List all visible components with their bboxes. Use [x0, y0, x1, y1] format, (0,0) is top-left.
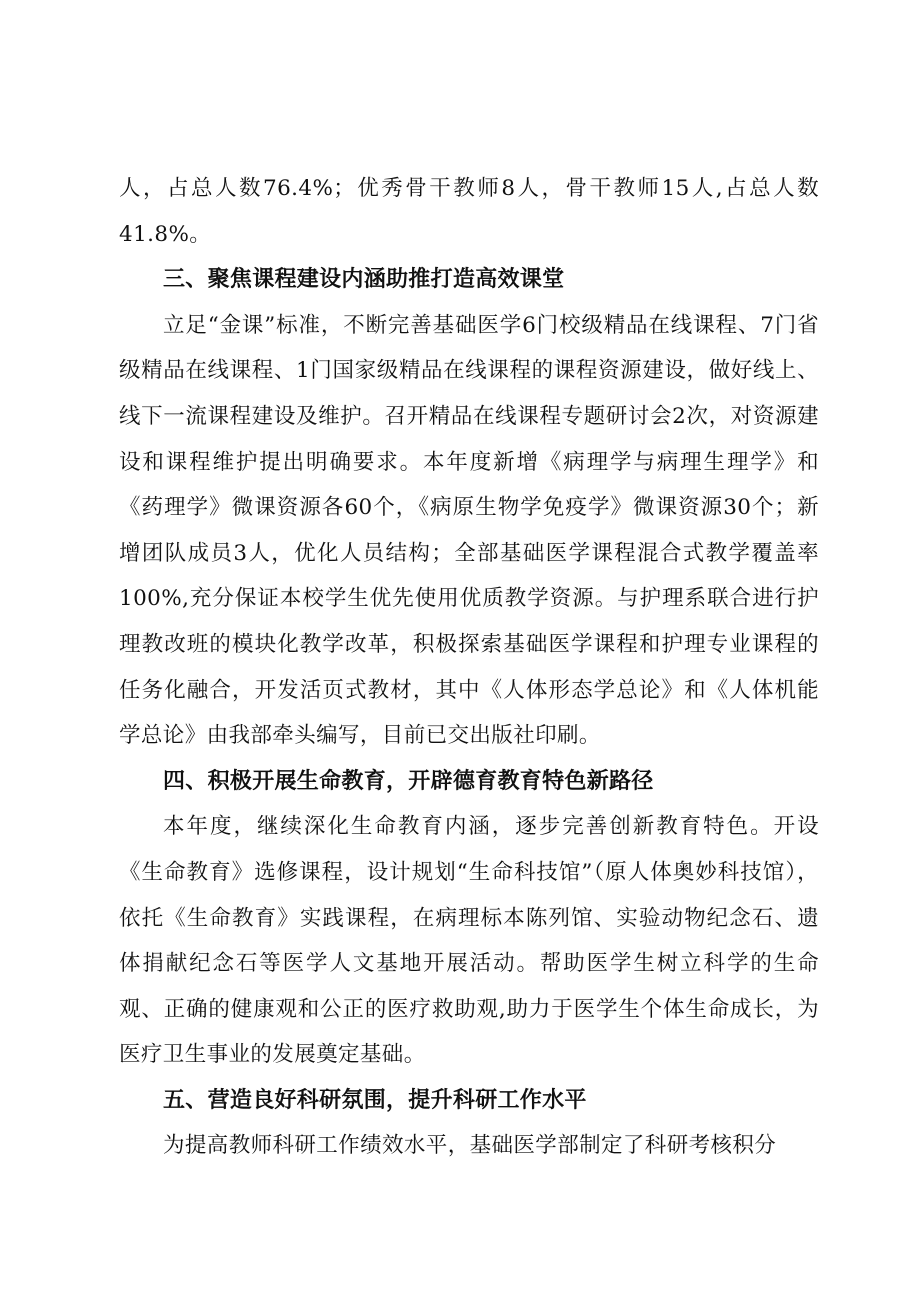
- document-body: [119, 166, 819, 1169]
- section-3-paragraph: 立足“金课”标准，不断完善基础医学6门校级精品在线课程、7门省级精品在线课程、1门国家级精品在线课程的课程资源建设，做好线上、线下一流课程建设及维护。召开精品在线课程专题研讨会2次，对资源建设和课程维护提出明确要求。本年度新增《病理学与病理生理学》和《药理学》微课资源各60个，《病原生物学免疫学》微课资源30个；新增团队成员3人，优化人员结构；全部基础医学课程混合式教学覆盖率100%,充分保证本校学生优先使用优质教学资源。与护理系联合进行护理教改班的模块化教学改革，积极探索基础医学课程和护理专业课程的任务化融合，开发活页式教材，其中《人体形态学总论》和《人体机能学总论》由我部牵头编写，目前已交出版社印刷。: [119, 312, 819, 749]
- section-4-heading: 四、积极开展生命教育，开辟德育教育特色新路径: [163, 768, 654, 794]
- section-5-paragraph: 为提高教师科研工作绩效水平，基础医学部制定了科研考核积分: [163, 1133, 777, 1159]
- continuation-paragraph: 人，占总人数76.4%；优秀骨干教师8人，骨干教师15人,占总人数41.8%。: [119, 176, 819, 247]
- section-4-paragraph: 本年度，继续深化生命教育内涵，逐步完善创新教育特色。开设《生命教育》选修课程，设计规划“生命科技馆”（原人体奥妙科技馆），依托《生命教育》实践课程，在病理标本陈列馆、实验动物纪念石、遗体捐献纪念石等医学人文基地开展活动。帮助医学生树立科学的生命观、正确的健康观和公正的医疗救助观,助力于医学生个体生命成长，为医疗卫生事业的发展奠定基础。: [119, 814, 819, 1068]
- section-5-heading: 五、营造良好科研氛围，提升科研工作水平: [163, 1087, 587, 1113]
- section-3-heading: 三、聚焦课程建设内涵助推打造高效课堂: [163, 267, 565, 293]
